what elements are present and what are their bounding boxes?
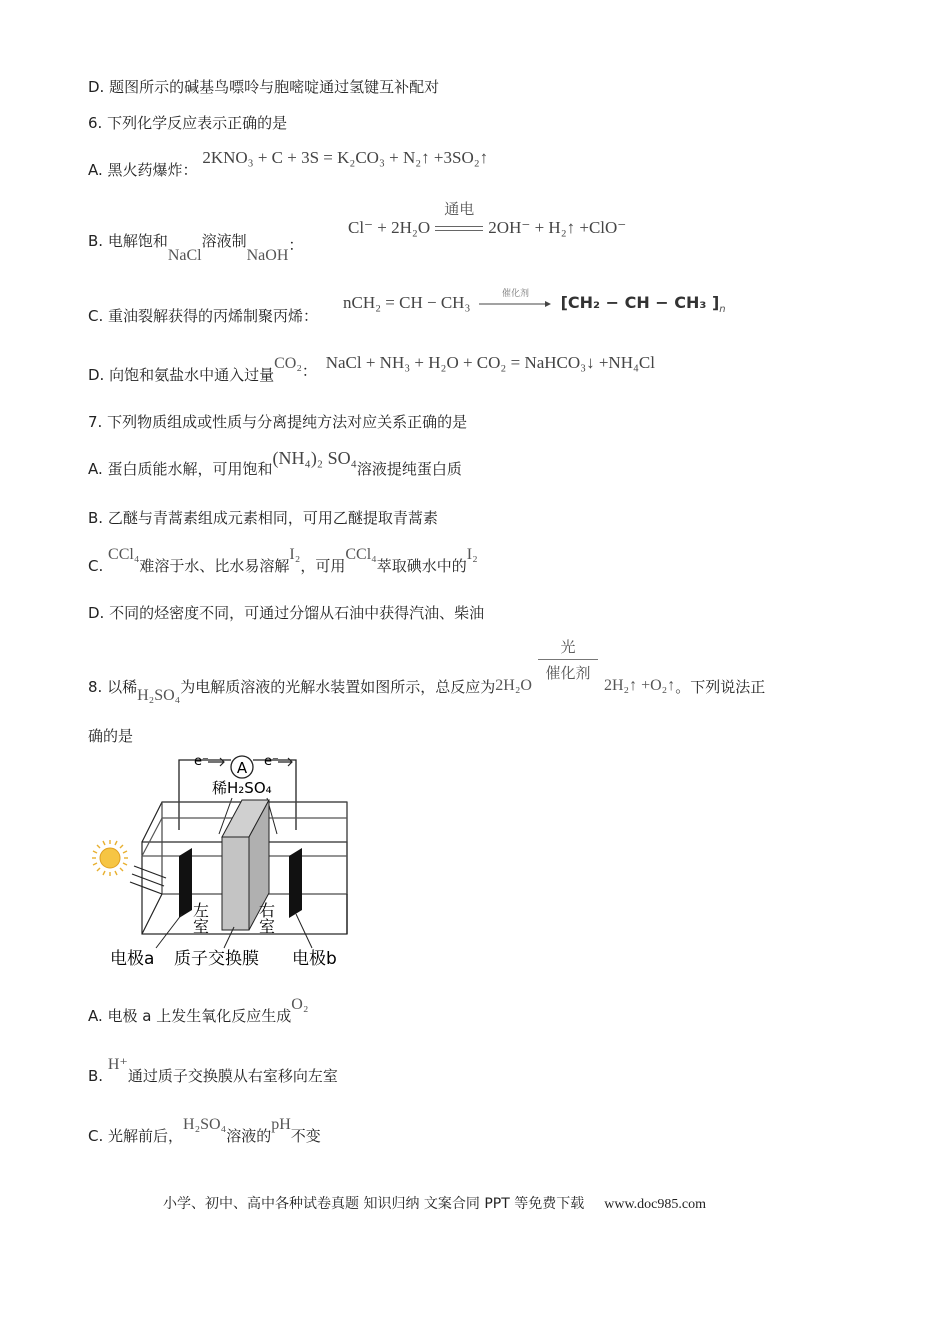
option-8c-text2: 不变 bbox=[290, 1127, 321, 1145]
option-6c-cond: 催化剂 bbox=[501, 288, 529, 299]
option-7a-salt: (NH₄)₂ SO₄ bbox=[272, 448, 357, 468]
q8-eq-left: 2H₂O bbox=[495, 677, 532, 694]
option-6c-label: C. 重油裂解获得的丙烯制聚丙烯： bbox=[88, 307, 319, 325]
light-rays bbox=[130, 866, 166, 894]
q8-text1: 8. 以稀 bbox=[88, 678, 138, 696]
sun-icon bbox=[92, 840, 128, 876]
option-7c-label: C. bbox=[88, 557, 104, 575]
option-6b-eq-left: Cl⁻ + 2H₂O bbox=[348, 218, 431, 237]
electrode-a-label: 电极a bbox=[110, 949, 155, 969]
footer-url[interactable]: www.doc985.com bbox=[604, 1197, 706, 1212]
option-8c-h2so4: H₂SO₄ bbox=[183, 1116, 227, 1133]
option-8c-label: C. 光解前后， bbox=[88, 1127, 184, 1145]
option-6c-equation bbox=[343, 288, 726, 316]
option-7c-i2: I₂ bbox=[289, 546, 301, 563]
option-7a-label1: A. 蛋白质能水解，可用饱和 bbox=[88, 460, 273, 478]
option-7b: B. 乙醚与青蒿素组成元素相同，可用乙醚提取青蒿素 bbox=[88, 509, 438, 527]
option-7c-text2: ，可用 bbox=[300, 557, 346, 575]
option-6c-arrow bbox=[479, 288, 551, 308]
option-8c-text1: 溶液的 bbox=[226, 1127, 272, 1145]
q8-cond-top: 光 bbox=[560, 638, 576, 656]
option-6b-cond-text: 通电 bbox=[444, 200, 475, 218]
option-6b-naoh: NaOH bbox=[246, 247, 289, 264]
option-6a-label: A. 黑火药爆炸： bbox=[88, 161, 198, 179]
q8-text4: 确的是 bbox=[88, 727, 134, 745]
question-6: 6. 下列化学反应表示正确的是 bbox=[88, 114, 288, 132]
question-7: 7. 下列物质组成或性质与分离提纯方法对应关系正确的是 bbox=[88, 413, 468, 431]
q8-h2so4: H₂SO₄ bbox=[137, 687, 181, 704]
option-7c-text3: 萃取碘水中的 bbox=[376, 557, 467, 575]
photoelectrolysis-apparatus-figure bbox=[84, 752, 374, 974]
electrode-b-label: 电极b bbox=[292, 949, 337, 969]
left-room-label: 左室 bbox=[190, 902, 210, 934]
option-7c bbox=[88, 543, 478, 575]
q8-cond-bottom: 催化剂 bbox=[545, 664, 591, 682]
option-6a-equation: 2KNO₃ + C + 3S = K₂CO₃ + N₂↑ +3SO₂↑ bbox=[202, 148, 489, 167]
option-8a bbox=[88, 993, 309, 1025]
option-6b-equation bbox=[348, 200, 627, 238]
option-8a-label: A. 电极 a 上发生氧化反应生成 bbox=[88, 1007, 292, 1025]
option-8b-text: 通过质子交换膜从右室移向左室 bbox=[127, 1067, 338, 1085]
option-6d bbox=[88, 352, 655, 384]
solution-label: 稀H₂SO₄ bbox=[212, 779, 272, 797]
q8-text3: 。下列说法正 bbox=[675, 678, 766, 696]
option-8b-h: H⁺ bbox=[107, 1056, 128, 1073]
q8-eq-right: 2H₂↑ +O₂↑ bbox=[603, 677, 676, 694]
electron-left-label: e⁻ bbox=[194, 754, 209, 769]
option-7c-text1: 难溶于水、比水易溶解 bbox=[139, 557, 290, 575]
ammeter-label: A bbox=[236, 759, 248, 777]
proton-exchange-membrane bbox=[222, 837, 249, 930]
option-6d-equation: NaCl + NH₃ + H₂O + CO₂ = NaHCO₃↓ +NH₄Cl bbox=[325, 353, 655, 372]
electron-right-label: e⁻ bbox=[264, 754, 279, 769]
page-footer bbox=[163, 1193, 706, 1213]
option-7c-ccl4: CCl₄ bbox=[108, 546, 140, 563]
option-6b-eq-right: 2OH⁻ + H₂↑ +ClO⁻ bbox=[488, 218, 627, 237]
option-6b-colon: ： bbox=[288, 236, 304, 254]
right-room-label: 右室 bbox=[256, 902, 276, 934]
option-6b-label2: 溶液制 bbox=[201, 232, 247, 250]
option-6d-co2: CO₂ bbox=[274, 355, 302, 372]
option-8b-label: B. bbox=[88, 1067, 104, 1085]
q8-text2: 为电解质溶液的光解水装置如图所示，总反应为 bbox=[180, 678, 496, 696]
option-6b-label1: B. 电解饱和 bbox=[88, 232, 168, 250]
option-6c bbox=[88, 292, 319, 325]
option-6d-label: D. 向饱和氨盐水中通入过量 bbox=[88, 366, 275, 384]
reaction-arrow-icon bbox=[479, 300, 551, 308]
option-6c-eq-left: nCH₂ = CH − CH₃ bbox=[343, 293, 471, 312]
membrane-label: 质子交换膜 bbox=[174, 949, 259, 969]
q8-condition bbox=[538, 636, 598, 683]
option-6c-eq-right: [CH₂ − CH − CH₃ ] bbox=[560, 293, 720, 312]
option-7c-i2b: I₂ bbox=[466, 546, 478, 563]
option-8b bbox=[88, 1053, 338, 1085]
option-8a-o2: O₂ bbox=[291, 996, 309, 1013]
option-6a bbox=[88, 147, 489, 179]
option-6b bbox=[88, 204, 304, 264]
footer-text: 小学、初中、高中各种试卷真题 知识归纳 文案合同 PPT 等免费下载 bbox=[163, 1196, 585, 1212]
option-5d: D. 题图所示的碱基鸟嘌呤与胞嘧啶通过氢键互补配对 bbox=[88, 78, 440, 96]
electron-arrow-right-icon bbox=[278, 758, 292, 766]
option-6d-colon: ： bbox=[301, 362, 317, 380]
question-8 bbox=[88, 636, 766, 704]
option-6b-condition bbox=[435, 200, 483, 231]
option-7a-label2: 溶液提纯蛋白质 bbox=[356, 460, 462, 478]
electrode-b-plate bbox=[289, 848, 302, 918]
option-7c-ccl4b: CCl₄ bbox=[345, 546, 377, 563]
option-8c-ph: pH bbox=[271, 1116, 291, 1133]
option-6b-nacl: NaCl bbox=[167, 247, 202, 264]
option-7a bbox=[88, 448, 462, 478]
option-7d: D. 不同的烃密度不同，可通过分馏从石油中获得汽油、柴油 bbox=[88, 604, 485, 622]
option-6c-n: n bbox=[719, 304, 726, 316]
electron-arrow-left-icon bbox=[208, 758, 224, 766]
option-8c bbox=[88, 1113, 321, 1145]
